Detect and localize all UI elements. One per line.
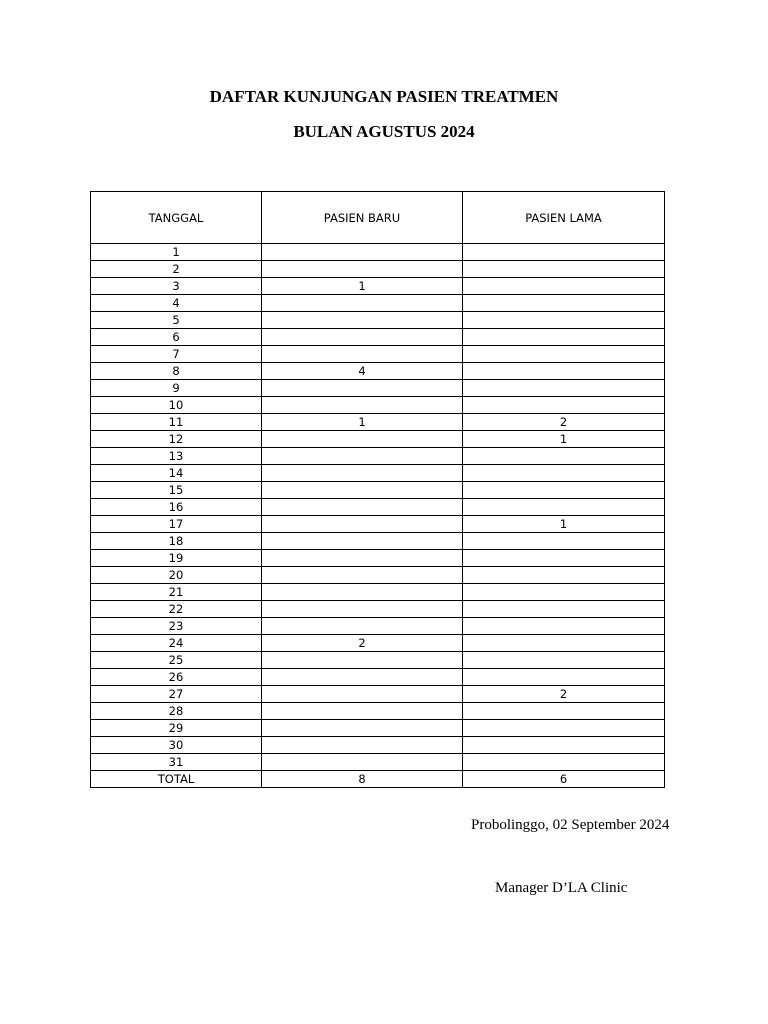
cell-pasien-lama <box>463 465 665 482</box>
cell-pasien-lama: 1 <box>463 516 665 533</box>
cell-pasien-baru <box>262 499 463 516</box>
cell-pasien-lama <box>463 737 665 754</box>
table-row <box>91 329 665 346</box>
table-total-row <box>91 771 665 788</box>
cell-tanggal: 30 <box>91 737 262 754</box>
table-row <box>91 754 665 771</box>
cell-tanggal: 29 <box>91 720 262 737</box>
cell-pasien-baru <box>262 652 463 669</box>
table-row <box>91 244 665 261</box>
document-title: DAFTAR KUNJUNGAN PASIEN TREATMEN <box>209 87 559 106</box>
cell-tanggal: 13 <box>91 448 262 465</box>
cell-pasien-baru <box>262 669 463 686</box>
cell-pasien-baru: 4 <box>262 363 463 380</box>
table-row <box>91 278 665 295</box>
cell-tanggal: 12 <box>91 431 262 448</box>
table-row <box>91 431 665 448</box>
table-row <box>91 618 665 635</box>
cell-tanggal: 23 <box>91 618 262 635</box>
table-row <box>91 261 665 278</box>
cell-tanggal: 2 <box>91 261 262 278</box>
cell-tanggal: 21 <box>91 584 262 601</box>
cell-pasien-baru <box>262 431 463 448</box>
cell-pasien-baru <box>262 584 463 601</box>
cell-tanggal: 7 <box>91 346 262 363</box>
cell-tanggal: 5 <box>91 312 262 329</box>
cell-pasien-lama <box>463 533 665 550</box>
cell-tanggal: 22 <box>91 601 262 618</box>
table-row <box>91 499 665 516</box>
cell-tanggal: 20 <box>91 567 262 584</box>
cell-pasien-lama <box>463 584 665 601</box>
cell-pasien-lama <box>463 499 665 516</box>
table-row <box>91 295 665 312</box>
table-row <box>91 567 665 584</box>
table-row <box>91 346 665 363</box>
table-row <box>91 686 665 703</box>
document-subtitle: BULAN AGUSTUS 2024 <box>293 122 475 141</box>
cell-pasien-baru <box>262 465 463 482</box>
cell-tanggal: 18 <box>91 533 262 550</box>
cell-tanggal: 6 <box>91 329 262 346</box>
cell-pasien-lama: 2 <box>463 414 665 431</box>
cell-tanggal: 17 <box>91 516 262 533</box>
cell-pasien-baru <box>262 720 463 737</box>
table-row <box>91 669 665 686</box>
total-pasien-lama: 6 <box>463 771 665 788</box>
cell-tanggal: 24 <box>91 635 262 652</box>
table-row <box>91 448 665 465</box>
cell-pasien-baru <box>262 567 463 584</box>
cell-pasien-baru <box>262 737 463 754</box>
cell-pasien-baru <box>262 448 463 465</box>
table-row <box>91 516 665 533</box>
signature-role: Manager D’LA Clinic <box>495 880 628 896</box>
cell-tanggal: 19 <box>91 550 262 567</box>
cell-pasien-lama <box>463 278 665 295</box>
table-row <box>91 703 665 720</box>
cell-pasien-baru <box>262 244 463 261</box>
cell-pasien-baru <box>262 618 463 635</box>
table-header-row <box>91 192 665 244</box>
cell-pasien-lama <box>463 635 665 652</box>
cell-pasien-baru: 1 <box>262 414 463 431</box>
visit-table <box>90 191 665 788</box>
table-row <box>91 465 665 482</box>
cell-tanggal: 4 <box>91 295 262 312</box>
cell-tanggal: 27 <box>91 686 262 703</box>
cell-pasien-lama <box>463 295 665 312</box>
cell-pasien-lama <box>463 261 665 278</box>
table-row <box>91 363 665 380</box>
cell-tanggal: 3 <box>91 278 262 295</box>
cell-pasien-lama <box>463 448 665 465</box>
cell-tanggal: 11 <box>91 414 262 431</box>
cell-pasien-baru: 2 <box>262 635 463 652</box>
cell-pasien-lama <box>463 652 665 669</box>
cell-pasien-lama <box>463 482 665 499</box>
cell-pasien-lama <box>463 397 665 414</box>
cell-tanggal: 9 <box>91 380 262 397</box>
cell-pasien-lama: 2 <box>463 686 665 703</box>
cell-pasien-baru <box>262 482 463 499</box>
table-row <box>91 380 665 397</box>
table-row <box>91 414 665 431</box>
cell-pasien-lama <box>463 618 665 635</box>
cell-tanggal: 15 <box>91 482 262 499</box>
cell-tanggal: 1 <box>91 244 262 261</box>
cell-pasien-baru <box>262 346 463 363</box>
cell-pasien-lama <box>463 346 665 363</box>
cell-pasien-baru <box>262 516 463 533</box>
cell-pasien-lama <box>463 312 665 329</box>
table-row <box>91 312 665 329</box>
cell-tanggal: 25 <box>91 652 262 669</box>
table-row <box>91 550 665 567</box>
total-pasien-baru: 8 <box>262 771 463 788</box>
cell-pasien-baru <box>262 703 463 720</box>
header-pasien-lama: PASIEN LAMA <box>463 192 665 244</box>
cell-pasien-lama <box>463 363 665 380</box>
table-row <box>91 397 665 414</box>
cell-pasien-lama <box>463 550 665 567</box>
cell-pasien-lama <box>463 669 665 686</box>
table-body <box>91 244 665 771</box>
cell-pasien-baru <box>262 261 463 278</box>
cell-tanggal: 16 <box>91 499 262 516</box>
signature-place-date: Probolinggo, 02 September 2024 <box>471 817 670 833</box>
header-tanggal: TANGGAL <box>91 192 262 244</box>
cell-pasien-baru: 1 <box>262 278 463 295</box>
cell-tanggal: 10 <box>91 397 262 414</box>
cell-pasien-lama <box>463 567 665 584</box>
cell-pasien-lama <box>463 601 665 618</box>
cell-tanggal: 26 <box>91 669 262 686</box>
table-row <box>91 533 665 550</box>
cell-pasien-baru <box>262 686 463 703</box>
cell-pasien-baru <box>262 312 463 329</box>
cell-pasien-lama <box>463 720 665 737</box>
cell-tanggal: 31 <box>91 754 262 771</box>
cell-pasien-lama <box>463 380 665 397</box>
table-row <box>91 482 665 499</box>
cell-pasien-baru <box>262 380 463 397</box>
cell-pasien-baru <box>262 550 463 567</box>
cell-pasien-baru <box>262 533 463 550</box>
cell-pasien-baru <box>262 601 463 618</box>
table-row <box>91 635 665 652</box>
cell-pasien-lama <box>463 703 665 720</box>
cell-pasien-baru <box>262 295 463 312</box>
table-row <box>91 652 665 669</box>
table-row <box>91 601 665 618</box>
cell-pasien-lama <box>463 329 665 346</box>
cell-pasien-lama: 1 <box>463 431 665 448</box>
cell-pasien-baru <box>262 329 463 346</box>
cell-tanggal: 28 <box>91 703 262 720</box>
total-label: TOTAL <box>91 771 262 788</box>
header-pasien-baru: PASIEN BARU <box>262 192 463 244</box>
table-row <box>91 720 665 737</box>
cell-pasien-baru <box>262 397 463 414</box>
table-row <box>91 584 665 601</box>
cell-tanggal: 14 <box>91 465 262 482</box>
table-row <box>91 737 665 754</box>
cell-tanggal: 8 <box>91 363 262 380</box>
cell-pasien-baru <box>262 754 463 771</box>
cell-pasien-lama <box>463 754 665 771</box>
cell-pasien-lama <box>463 244 665 261</box>
